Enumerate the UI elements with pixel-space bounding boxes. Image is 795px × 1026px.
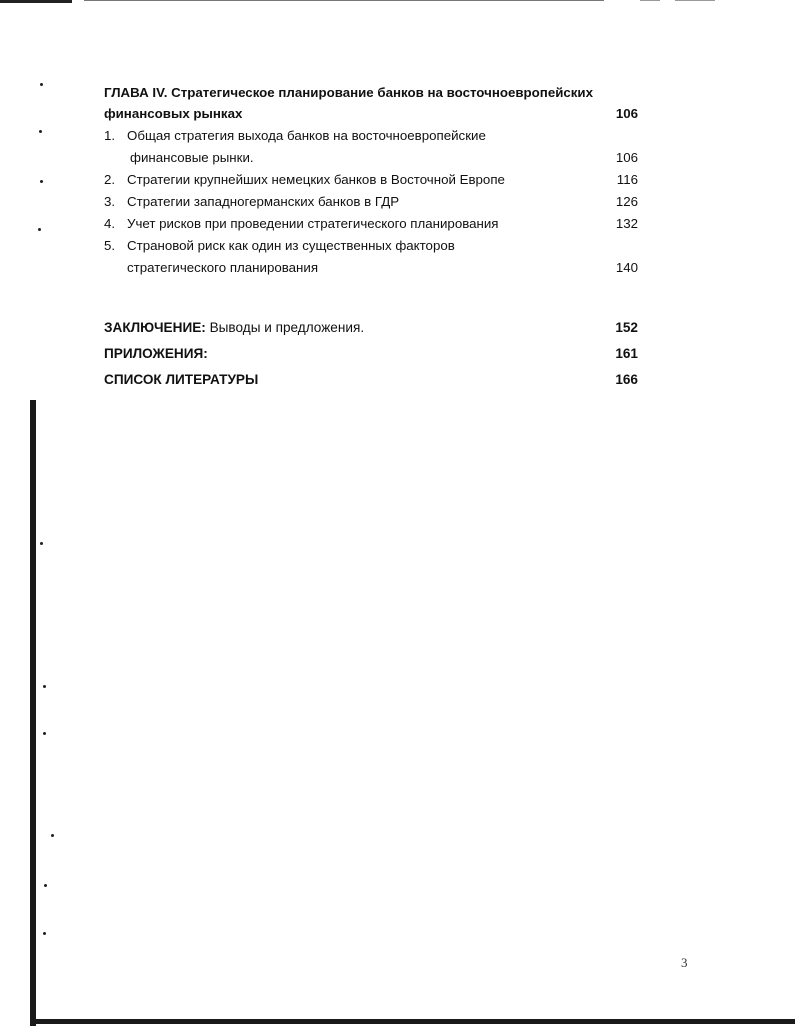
toc-item-text: Учет рисков при проведении стратегического планирования [127, 216, 499, 231]
toc-item-page: 140 [615, 260, 638, 275]
scan-edge-left [30, 400, 36, 1026]
toc-item-text: Страновой риск как один из существенных факторов [127, 238, 455, 253]
toc-item-2 [104, 169, 644, 191]
appendices-page: 161 [615, 346, 638, 361]
scan-speck [38, 228, 41, 231]
toc-item-number: 4. [104, 216, 116, 231]
toc-appendices [104, 341, 644, 367]
toc-item-text: Стратегии западногерманских банков в ГДР [127, 194, 400, 209]
spacer [104, 279, 644, 315]
toc-bibliography [104, 367, 644, 393]
toc-item-page: 116 [616, 172, 638, 187]
conclusion-label: ЗАКЛЮЧЕНИЕ: [104, 320, 206, 335]
appendices-label: ПРИЛОЖЕНИЯ: [104, 346, 208, 361]
toc-item-5-cont [104, 257, 644, 279]
toc-item-text-cont: финансовые рынки. [130, 150, 254, 165]
toc-item-number: 1. [104, 128, 116, 143]
page-number: 3 [681, 955, 688, 970]
scan-speck [44, 884, 47, 887]
chapter-title-line1: ГЛАВА IV. Стратегическое планирование банков на восточноевропейских [104, 85, 594, 100]
chapter-title-row2 [104, 103, 644, 125]
chapter-title [104, 82, 644, 103]
chapter-page: 106 [615, 106, 638, 121]
scan-speck [43, 685, 46, 688]
conclusion-page: 152 [615, 320, 638, 335]
toc-item-page: 132 [615, 216, 638, 231]
toc-item-4 [104, 213, 644, 235]
scan-speck [51, 834, 54, 837]
conclusion-text: Выводы и предложения. [205, 320, 365, 335]
toc-item-text: Общая стратегия выхода банков на восточноевропейские [127, 128, 486, 143]
chapter-title-line2: финансовых рынках [104, 106, 243, 121]
scan-edge-top [0, 0, 795, 6]
toc-item-text-cont: стратегического планирования [127, 260, 319, 275]
scan-speck [39, 130, 42, 133]
toc-item-page: 126 [615, 194, 638, 209]
toc-item-number: 2. [104, 172, 116, 187]
toc-item-3 [104, 191, 644, 213]
toc-item-text: Стратегии крупнейших немецких банков в Восточной Европе [127, 172, 505, 187]
scan-speck [40, 180, 43, 183]
scan-edge-bottom [30, 1019, 795, 1024]
toc-item-1-cont [104, 147, 644, 169]
toc-item-number: 3. [104, 194, 116, 209]
scan-speck [43, 732, 46, 735]
toc-item-5 [104, 235, 644, 257]
bibliography-label: СПИСОК ЛИТЕРАТУРЫ [104, 372, 259, 387]
toc-conclusion [104, 315, 644, 341]
table-of-contents [104, 82, 644, 393]
scan-speck [40, 542, 43, 545]
scan-speck [40, 83, 43, 86]
scan-speck [43, 932, 46, 935]
toc-item-number: 5. [104, 238, 116, 253]
bibliography-page: 166 [615, 372, 638, 387]
toc-item-page: 106 [615, 150, 638, 165]
toc-item-1 [104, 125, 644, 147]
